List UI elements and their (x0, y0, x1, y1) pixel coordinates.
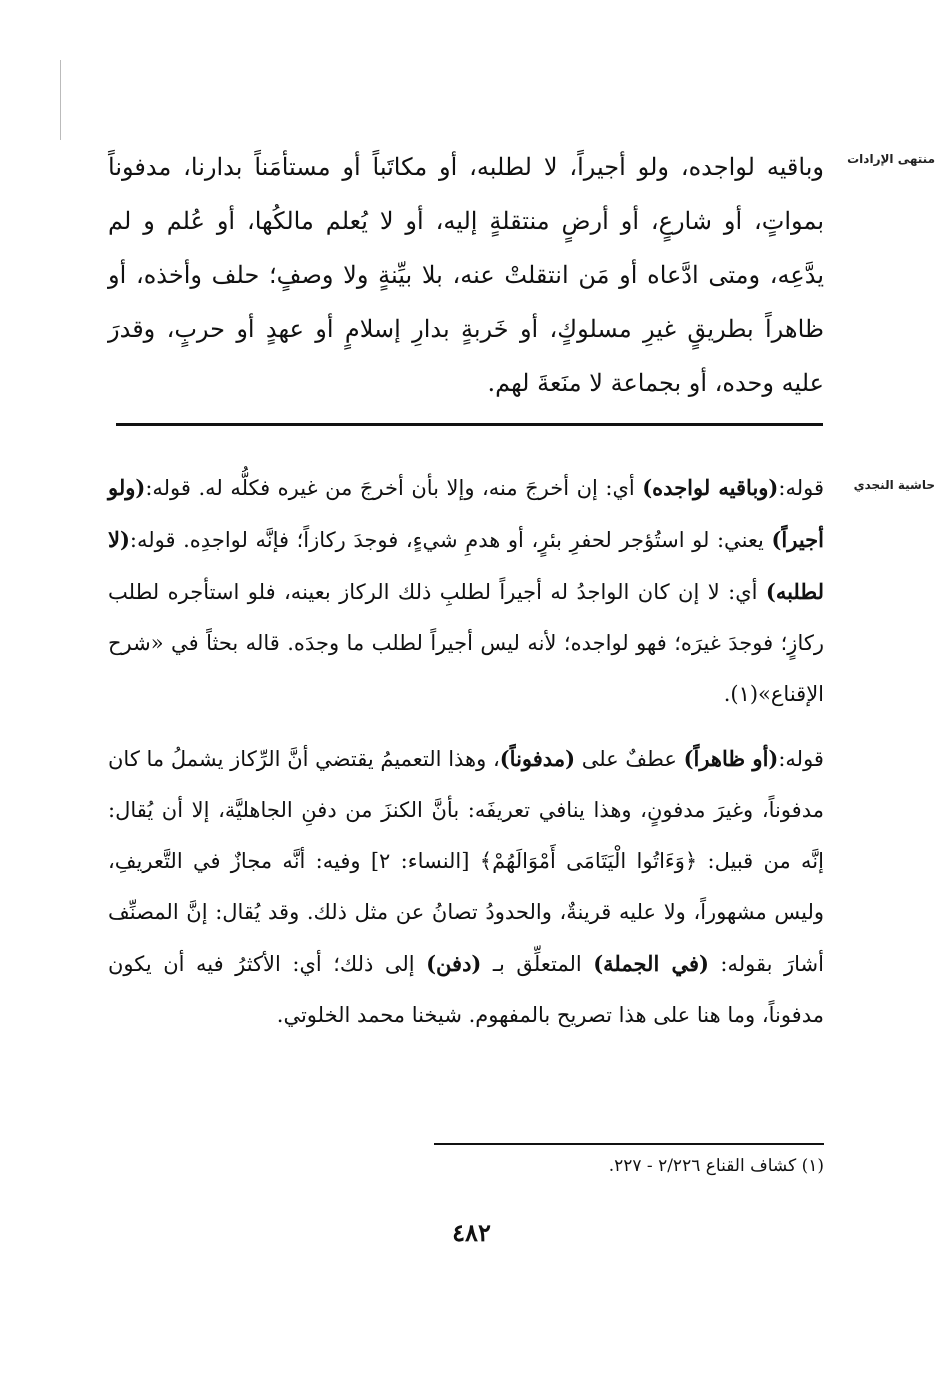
hashiya-run: قوله: (778, 476, 824, 500)
scan-artifact-line (60, 60, 61, 140)
hashiya-run: إلى ذلك؛ أي: الأكثرُ فيه أن يكون مدفوناً، وما هنا على هذا تصريح بالمفهوم. شيخنا محمد الخلوتي. (108, 952, 824, 1027)
hashiya-lemma-bold: (في الجملة) (593, 951, 709, 976)
hashiya-lemma-bold: (وباقيه لواجده) (642, 475, 779, 500)
hashiya-run: أي: لا إن كان الواجدُ له أجيراً لطلبِ ذلك الركاز بعينه، فلو استأجره لطلب ركازٍ؛ فوجدَ غيرَه؛ فهو لواجده؛ لأنه ليس أجيراً لطلب ما وجدَه. قاله بحثاً في «شرح الإقناع»(١). (108, 580, 824, 706)
side-label-matn: منتهى الإرادات (847, 152, 935, 166)
hashiya-run: ، وهذا التعميمُ يقتضي أنَّ الرِّكاز يشملُ ما كان مدفوناً، وغيرَ مدفونٍ، وهذا ينافي تعريفَه: بأنَّ الكنزَ من دفنِ الجاهليَّة، إلا أن يُقال: إنَّه من قبيل: ﴿وَءَاتُوا الْيَتَامَى أَمْوَالَهُمْ﴾ [النساء: ٢] وفيه: أنَّه مجازٌ في التَّعريفِ، وليس مشهوراً، ولا عليه قرينةٌ، والحدودُ تصانُ عن مثل ذلك. وقد يُقال: إنَّ المصنِّف أشارَ بقوله: (108, 747, 825, 976)
hashiya-run: قوله: (778, 747, 824, 771)
hashiya-lemma-bold: (مدفوناً) (499, 746, 576, 771)
matn-separator-rule (116, 423, 823, 426)
footnote: (١) كشاف القناع ٢/٢٢٦ - ٢٢٧. (608, 1156, 824, 1176)
hashiya-run: يعني: لو استُؤجر لحفرِ بئرٍ، أو هدمِ شيءٍ، فوجدَ ركازاً؛ فإنَّه لواجدِه. قوله: (129, 528, 772, 552)
hashiya-lemma-bold: (لا لطلبه) (108, 527, 824, 604)
hashiya-run: المتعلِّق بـ (481, 952, 594, 976)
hashiya-lemma-bold: (دفن) (426, 951, 482, 976)
hashiya-paragraph-1 (108, 462, 824, 720)
hashiya-run: أي: إن أخرجَ منه، وإلا بأن أخرجَ من غيره فكلُّه له. قوله: (145, 476, 643, 500)
footnote-separator-rule (434, 1143, 824, 1145)
hashiya-run: عطفٌ على (575, 747, 684, 771)
hashiya-lemma-bold: (أو ظاهراً) (683, 746, 779, 771)
hashiya-paragraph-2 (108, 733, 824, 1041)
page-number: ٤٨٢ (452, 1218, 491, 1247)
side-label-hashiya: حاشية النجدي (853, 478, 935, 492)
hashiya-text-block (108, 462, 824, 1041)
matn-text-block (108, 140, 824, 410)
matn-paragraph: وباقيه لواجده، ولو أجيراً، لا لطلبه، أو مكاتَباً أو مستأمَناً بدارنا، مدفوناً بمواتٍ، أو شارعٍ، أو أرضٍ منتقلةٍ إليه، أو لا يُعلم مالكُها، أو عُلم و لم يدَّعِه، ومتى ادَّعاه أو مَن انتقلتْ عنه، بلا بيِّنةٍ ولا وصفٍ؛ حلف وأخذه، أو ظاهراً بطريقٍ غيرِ مسلوكٍ، أو خَربةٍ بدارِ إسلامٍ أو عهدٍ أو حربٍ، وقدرَ عليه وحده، أو بجماعة لا منَعةَ لهم. (108, 153, 824, 397)
hashiya-lemma-bold: (ولو أجيراً) (108, 475, 824, 552)
